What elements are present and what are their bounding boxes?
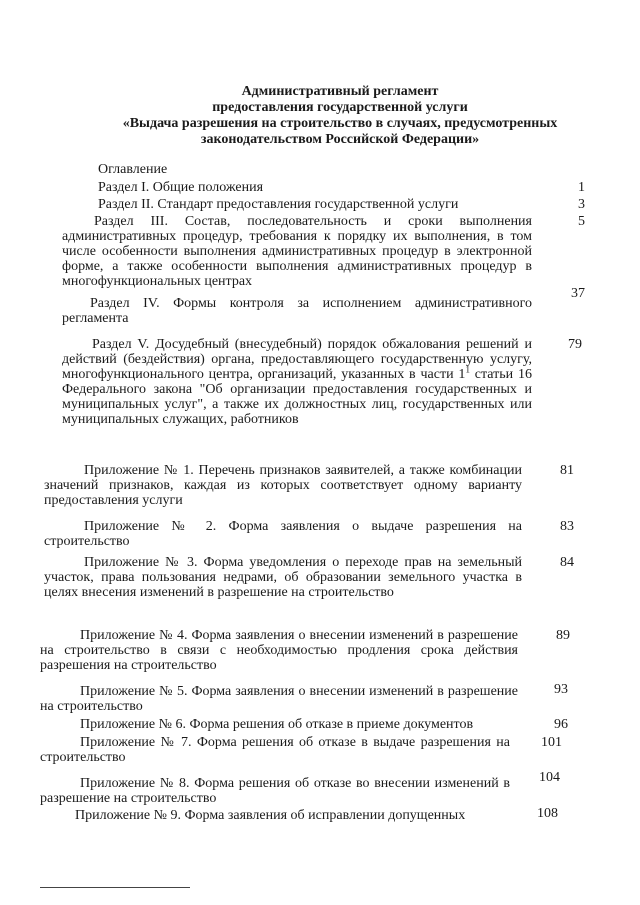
title-line-3: «Выдача разрешения на строительство в случаях, предусмотренных <box>122 116 558 131</box>
toc-page-1: 1 <box>578 180 585 195</box>
toc-heading: Оглавление <box>98 162 168 177</box>
toc-page-14: 108 <box>537 806 558 821</box>
title-line-2: предоставления государственной услуги <box>212 100 468 115</box>
toc-entry-5-text-b: статьи 16 Федерального закона "Об организации предоставления государственных и муниципальных услуг", а также их должностных лиц, государственных или муниципальных служащих, работников <box>62 367 532 427</box>
toc-entry-11: Приложение № 6. Форма решения об отказе в приеме документов <box>80 717 474 732</box>
toc-entry-7: Приложение № 2. Форма заявления о выдаче разрешения на строительство <box>44 519 522 549</box>
toc-page-2: 3 <box>578 197 585 212</box>
toc-entry-8: Приложение № 3. Форма уведомления о переходе прав на земельный участок, права пользования недрами, об образовании земельного участка в целях внесения изменений в разрешение на строительство <box>44 555 522 600</box>
toc-page-9: 89 <box>556 628 570 643</box>
toc-entry-13: Приложение № 8. Форма решения об отказе во внесении изменений в разрешение на строительство <box>40 776 510 806</box>
toc-entry-9: Приложение № 4. Форма заявления о внесении изменений в разрешение на строительство в связи с необходимостью продления срока действия разрешения на строительство <box>40 628 518 673</box>
toc-entry-5 <box>62 337 532 427</box>
toc-entry-3: Раздел III. Состав, последовательность и сроки выполнения административных процедур, требования к порядку их выполнения, в том числе особенности выполнения административных процедур в электронной форме, а также особенности выполнения административных процедур в многофункциональных центрах <box>62 214 532 289</box>
toc-entry-4: Раздел IV. Формы контроля за исполнением административного регламента <box>62 296 532 326</box>
toc-page-13: 104 <box>539 770 560 785</box>
toc-page-3: 5 <box>578 214 585 229</box>
toc-page-11: 96 <box>554 717 568 732</box>
toc-page-5: 79 <box>568 337 582 352</box>
toc-entry-5-text-a: Раздел V. Досудебный (внесудебный) порядок обжалования решений и действий (бездействия) органа, предоставляющего государственную услугу, многофункционального центра, организаций, указанных в части 1 <box>62 337 532 382</box>
toc-entry-5-sup: 1 <box>465 364 470 375</box>
toc-page-4: 37 <box>571 286 585 301</box>
title-line-1: Административный регламент <box>241 84 439 99</box>
toc-page-7: 83 <box>560 519 574 534</box>
toc-entry-1: Раздел I. Общие положения <box>98 180 264 195</box>
toc-entry-12: Приложение № 7. Форма решения об отказе в выдаче разрешения на строительство <box>40 735 510 765</box>
toc-entry-14: Приложение № 9. Форма заявления об исправлении допущенных <box>75 808 466 823</box>
toc-entry-2: Раздел II. Стандарт предоставления государственной услуги <box>98 197 459 212</box>
toc-page-6: 81 <box>560 463 574 478</box>
title-line-4: законодательством Российской Федерации» <box>200 132 480 147</box>
toc-page-10: 93 <box>554 682 568 697</box>
toc-entry-10: Приложение № 5. Форма заявления о внесении изменений в разрешение на строительство <box>40 684 518 714</box>
toc-page-12: 101 <box>541 735 562 750</box>
footnote-divider <box>40 887 190 888</box>
toc-page-8: 84 <box>560 555 574 570</box>
toc-entry-6: Приложение № 1. Перечень признаков заявителей, а также комбинации значений признаков, каждая из которых соответствует одному варианту предоставления услуги <box>44 463 522 508</box>
